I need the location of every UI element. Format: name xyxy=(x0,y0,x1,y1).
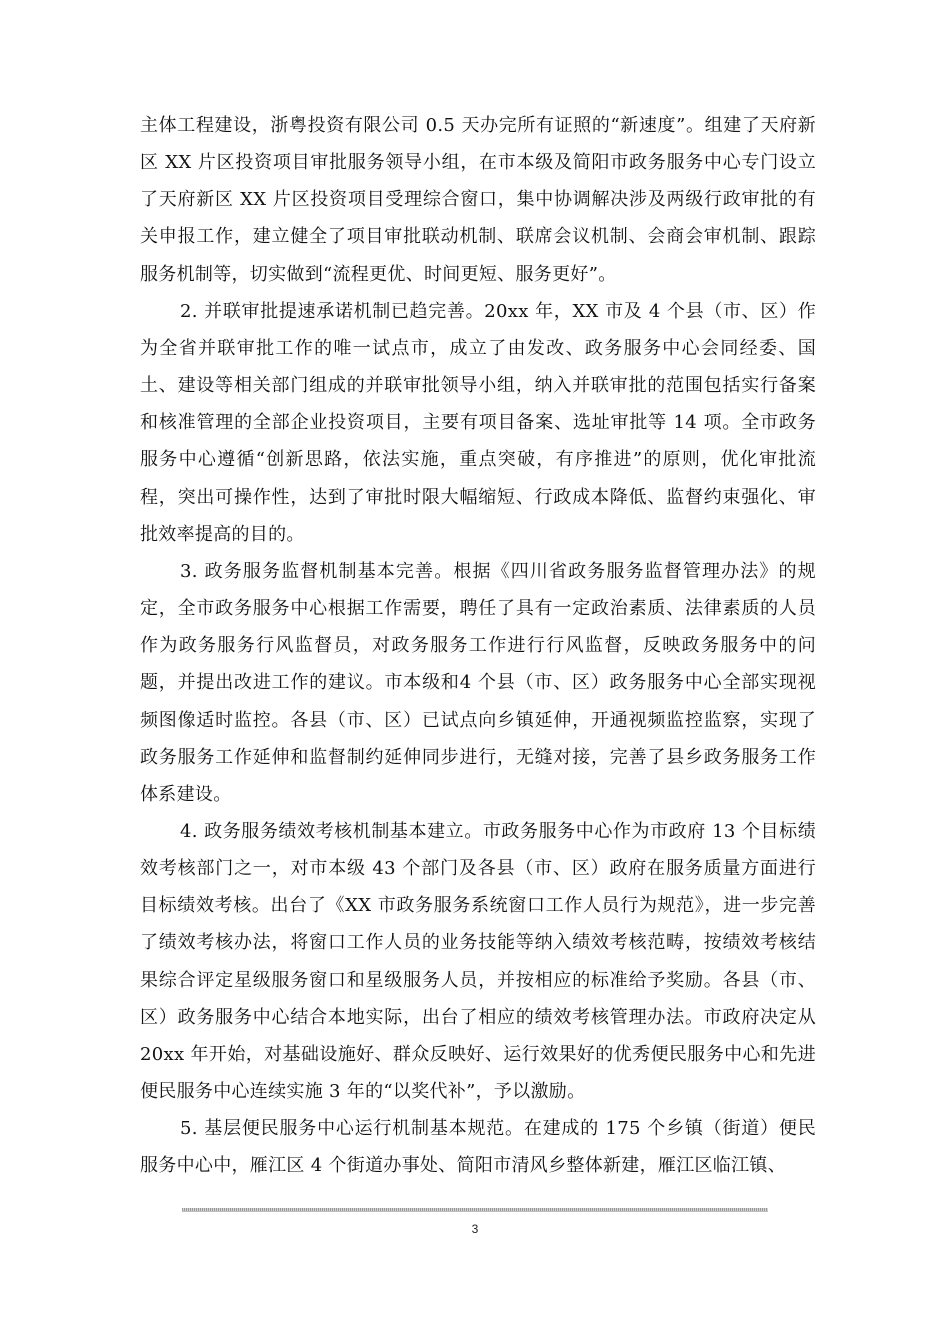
paragraph-item-3: 3. 政务服务监督机制基本完善。根据《四川省政务服务监督管理办法》的规定，全市政务服务中心根据工作需要，聘任了具有一定政治素质、法律素质的人员作为政务服务行风监督员，对政务服务工作进行行风监督，反映政务服务中的问题，并提出改进工作的建议。市本级和4 个县（市、区）政务服务中心全部实现视频图像适时监控。各县（市、区）已试点向乡镇延伸，开通视频监控监察，实现了政务服务工作延伸和监督制约延伸同步进行，无缝对接，完善了县乡政务服务工作体系建设。 xyxy=(140,560,816,805)
paragraph-continuation: 主体工程建设，浙粤投资有限公司 0.5 天办完所有证照的“新速度”。组建了天府新区 XX 片区投资项目审批服务领导小组，在市本级及简阳市政务服务中心专门设立了天府新区 XX 片区投资项目受理综合窗口，集中协调解决涉及两级行政审批的有关申报工作，建立健全了项目审批联动机制、联席会议机制、会商会审机制、跟踪服务机制等，切实做到“流程更优、时间更短、服务更好”。 xyxy=(140,115,816,285)
paragraph-item-2: 2. 并联审批提速承诺机制已趋完善。20xx 年，XX 市及 4 个县（市、区）作为全省并联审批工作的唯一试点市，成立了由发改、政务服务中心会同经委、国土、建设等相关部门组成的并联审批领导小组，纳入并联审批的范围包括实行备案和核准管理的全部企业投资项目，主要有项目备案、选址审批等 14 项。全市政务服务中心遵循“创新思路，依法实施，重点突破，有序推进”的原则，优化审批流程，突出可操作性，达到了审批时限大幅缩短、行政成本降低、监督约束强化、审批效率提高的目的。 xyxy=(140,300,816,545)
paragraph-item-5: 5. 基层便民服务中心运行机制基本规范。在建成的 175 个乡镇（街道）便民服务中心中，雁江区 4 个街道办事处、简阳市清风乡整体新建，雁江区临江镇、 xyxy=(140,1118,816,1177)
paragraph-item-4: 4. 政务服务绩效考核机制基本建立。市政务服务中心作为市政府 13 个目标绩效考核部门之一，对市本级 43 个部门及各县（市、区）政府在服务质量方面进行目标绩效考核。出台了《XX 市政务服务系统窗口工作人员行为规范》，进一步完善了绩效考核办法，将窗口工作人员的业务技能等纳入绩效考核范畴，按绩效考核结果综合评定星级服务窗口和星级服务人员，并按相应的标准给予奖励。各县（市、区）政务服务中心结合本地实际，出台了相应的绩效考核管理办法。市政府决定从 20xx 年开始，对基础设施好、群众反映好、运行效果好的优秀便民服务中心和先进便民服务中心连续实施 3 年的“以奖代补”，予以激励。 xyxy=(140,820,816,1103)
page-number: 3 xyxy=(471,1222,479,1236)
document-body xyxy=(140,107,816,1185)
footer-divider xyxy=(182,1208,768,1211)
